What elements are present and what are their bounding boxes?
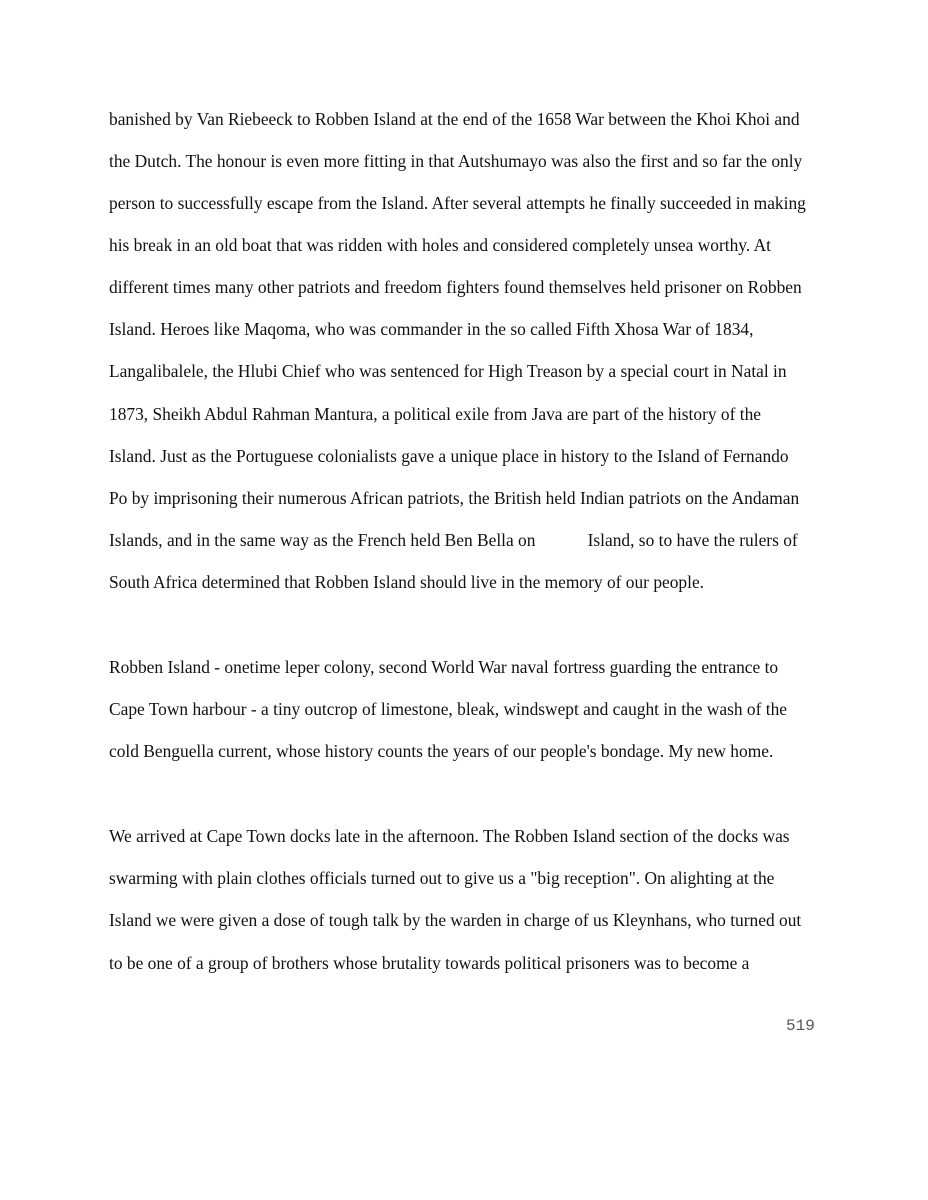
paragraph-1-line-12: South Africa determined that Robben Island should live in the memory of our people. — [109, 572, 705, 592]
paragraph-3-line-3: Island we were given a dose of tough talk by the warden in charge of us Kleynhans, who turned out — [109, 910, 802, 930]
paragraph-1-line-4: his break in an old boat that was ridden with holes and considered completely unsea worthy. At — [109, 235, 771, 255]
paragraph-1-line-5: different times many other patriots and freedom fighters found themselves held prisoner on Robben — [109, 277, 802, 297]
paragraph-3-line-4: to be one of a group of brothers whose brutality towards political prisoners was to become a — [109, 953, 750, 973]
paragraph-1-line-7: Langalibalele, the Hlubi Chief who was sentenced for High Treason by a special court in Natal in — [109, 361, 787, 381]
paragraph-1-line-9: Island. Just as the Portuguese colonialists gave a unique place in history to the Island of Fernando — [109, 446, 789, 466]
paragraph-2-line-3: cold Benguella current, whose history counts the years of our people's bondage. My new home. — [109, 741, 774, 761]
paragraph-2-line-1: Robben Island - onetime leper colony, second World War naval fortress guarding the entrance to — [109, 657, 779, 677]
paragraph-3-line-1: We arrived at Cape Town docks late in the afternoon. The Robben Island section of the docks was — [109, 826, 790, 846]
paragraph-1-line-1: banished by Van Riebeeck to Robben Island at the end of the 1658 War between the Khoi Khoi and — [109, 109, 800, 129]
paragraph-2-line-2: Cape Town harbour - a tiny outcrop of limestone, bleak, windswept and caught in the wash of the — [109, 699, 787, 719]
paragraph-1-line-11: Islands, and in the same way as the French held Ben Bella on Island, so to have the rulers of — [109, 530, 798, 550]
paragraph-1-line-10: Po by imprisoning their numerous African patriots, the British held Indian patriots on the Andaman — [109, 488, 800, 508]
paragraph-3-line-2: swarming with plain clothes officials turned out to give us a "big reception". On alighting at the — [109, 868, 775, 888]
paragraph-1-line-2: the Dutch. The honour is even more fitting in that Autshumayo was also the first and so far the only — [109, 151, 803, 171]
page-number: 519 — [786, 1017, 815, 1035]
paragraph-1-line-6: Island. Heroes like Maqoma, who was commander in the so called Fifth Xhosa War of 1834, — [109, 319, 754, 339]
paragraph-1-line-3: person to successfully escape from the Island. After several attempts he finally succeeded in making — [109, 193, 806, 213]
paragraph-1-line-8: 1873, Sheikh Abdul Rahman Mantura, a political exile from Java are part of the history of the — [109, 404, 761, 424]
